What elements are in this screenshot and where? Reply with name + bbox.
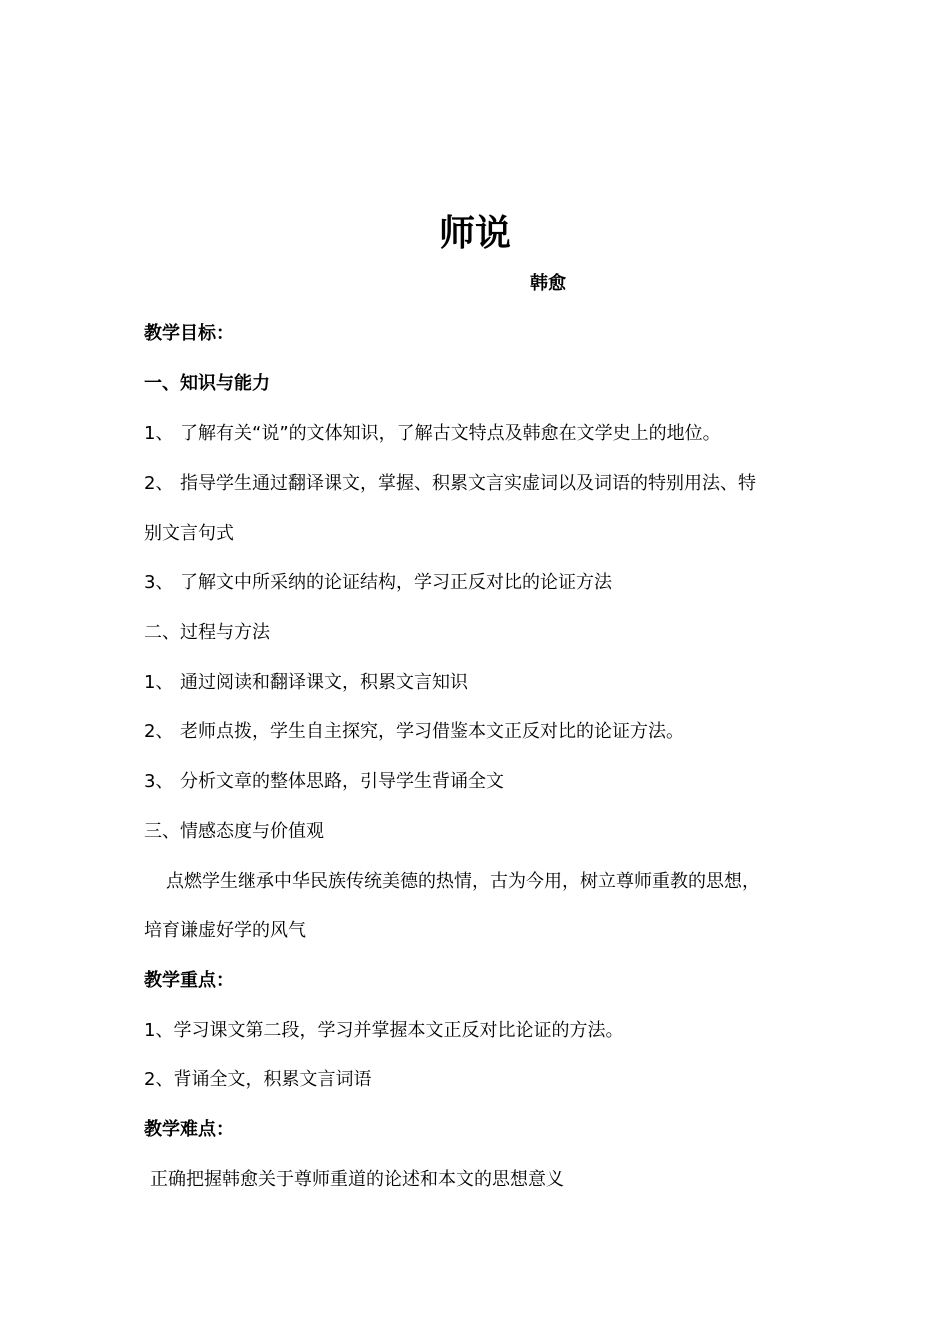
section3-paragraph-line1: 点燃学生继承中华民族传统美德的热情，古为今用，树立尊师重教的思想， (166, 871, 760, 892)
item-text: 通过阅读和翻译课文，积累文言知识 (180, 672, 468, 693)
section2-heading: 二、过程与方法 (144, 622, 270, 643)
difficulties-text: 正确把握韩愈关于尊师重道的论述和本文的思想意义 (150, 1169, 564, 1190)
item-number: 3、 (144, 771, 174, 792)
item-text: 了解文中所采纳的论证结构，学习正反对比的论证方法 (180, 572, 612, 593)
item-number: 3、 (144, 572, 174, 593)
document-title: 师说 (438, 213, 511, 254)
section3-paragraph-line2: 培育谦虚好学的风气 (144, 920, 306, 941)
document-author: 韩愈 (530, 273, 566, 294)
goals-heading: 教学目标： (144, 323, 234, 344)
section1-item-3 (144, 569, 612, 597)
section2-item-2 (144, 718, 684, 746)
difficulties-heading: 教学难点： (144, 1119, 234, 1140)
item-text: 别文言句式 (144, 523, 234, 544)
section3-heading: 三、情感态度与价值观 (144, 821, 324, 842)
section1-item-2-continued (144, 520, 234, 548)
section1-heading (144, 370, 270, 398)
item-number: 1、 (144, 672, 174, 693)
item-text: 了解有关“说”的文体知识，了解古文特点及韩愈在文学史上的地位。 (180, 423, 721, 444)
key-point-1: 1、学习课文第二段，学习并掌握本文正反对比论证的方法。 (144, 1020, 624, 1041)
key-points-heading: 教学重点： (144, 970, 234, 991)
item-text: 指导学生通过翻译课文，掌握、积累文言实虚词以及词语的特别用法、特 (180, 473, 756, 494)
key-point-2: 2、背诵全文，积累文言词语 (144, 1069, 372, 1090)
section1-item-2 (144, 470, 756, 498)
item-number: 2、 (144, 721, 174, 742)
section1-heading-text: 一、知识与能力 (144, 373, 270, 394)
section2-item-3 (144, 768, 504, 796)
item-number: 2、 (144, 473, 174, 494)
item-number: 1、 (144, 423, 174, 444)
item-text: 分析文章的整体思路，引导学生背诵全文 (180, 771, 504, 792)
section2-item-1 (144, 669, 468, 697)
section1-item-1 (144, 420, 721, 448)
item-text: 老师点拨，学生自主探究，学习借鉴本文正反对比的论证方法。 (180, 721, 684, 742)
